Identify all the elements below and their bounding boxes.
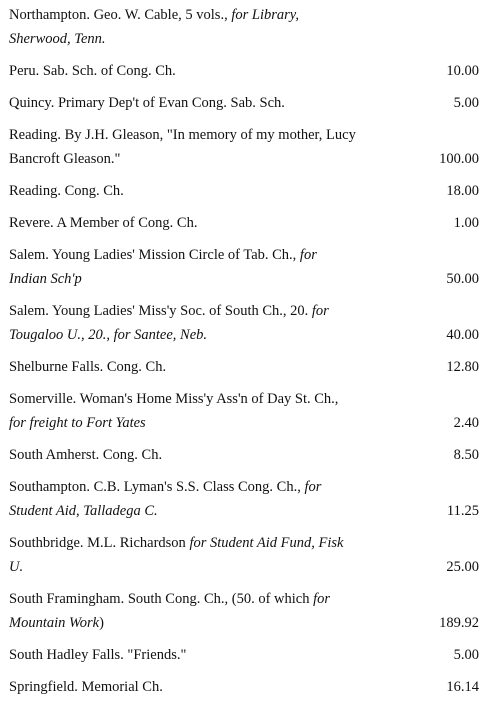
entry-italic-text: Indian Sch'p: [9, 271, 82, 287]
entry-description: [9, 123, 399, 171]
entry-description: [9, 179, 399, 203]
entry-text-segment: Salem. Young Ladies' Mission Circle of Tab. Ch.,: [9, 247, 300, 263]
entry-italic-text: for freight to Fort Yates: [9, 415, 146, 431]
donation-entry: [9, 475, 479, 523]
entry-description: [9, 243, 399, 291]
entry-description: [9, 475, 399, 523]
entry-amount: 40.00: [446, 327, 479, 343]
entry-italic-text: Mountain Work: [9, 615, 100, 631]
entry-text-segment: Peru. Sab. Sch. of Cong. Ch.: [9, 63, 176, 79]
entry-text-segment: Shelburne Falls. Cong. Ch.: [9, 359, 167, 375]
entry-amount: 5.00: [453, 647, 479, 663]
entry-description: [9, 299, 399, 347]
donation-entry: [9, 59, 479, 83]
entry-description: [9, 91, 399, 115]
entry-text-segment: South Amherst. Cong. Ch.: [9, 447, 163, 463]
entry-italic-text: Student Aid, Talladega C.: [9, 503, 158, 519]
entry-italic-text: for: [299, 247, 317, 263]
donation-entry: [9, 387, 479, 435]
entry-amount: 12.80: [446, 359, 479, 375]
entry-description: [9, 643, 399, 667]
entry-description: [9, 355, 399, 379]
donation-entry: [9, 211, 479, 235]
entry-amount: 16.14: [446, 679, 479, 695]
entry-amount: 11.25: [446, 503, 479, 519]
entry-italic-text: U.: [9, 559, 24, 575]
entry-text-segment: Somerville. Woman's Home Miss'y Ass'n of Day St. Ch.,: [9, 391, 339, 407]
entry-description: [9, 587, 399, 635]
entry-amount: 18.00: [446, 183, 479, 199]
entry-amount: 5.00: [453, 95, 479, 111]
entry-italic-text: for Student Aid Fund, Fisk: [189, 535, 344, 551]
donation-entry: [9, 243, 479, 291]
entry-text-segment: South Hadley Falls. "Friends.": [9, 647, 187, 663]
entry-text-segment: Revere. A Member of Cong. Ch.: [9, 215, 198, 231]
donation-entry: [9, 299, 479, 347]
entry-amount: 8.50: [453, 447, 479, 463]
donation-entry: [9, 675, 479, 699]
donation-entry: [9, 123, 479, 171]
entry-italic-text: for: [304, 479, 322, 495]
donation-entry: [9, 643, 479, 667]
entry-text-segment: Reading. Cong. Ch.: [9, 183, 124, 199]
entry-amount: 10.00: [446, 63, 479, 79]
entry-italic-text: Tougaloo U., 20., for Santee, Neb.: [9, 327, 208, 343]
entry-description: [9, 443, 399, 467]
donation-entry: [9, 91, 479, 115]
entry-text-segment: ): [99, 615, 104, 631]
entry-text-segment: Southbridge. M.L. Richardson: [9, 535, 190, 551]
donation-entry: [9, 179, 479, 203]
entry-description: [9, 3, 399, 51]
entry-text-segment: Northampton. Geo. W. Cable, 5 vols.,: [9, 7, 232, 23]
donation-entry: [9, 587, 479, 635]
donation-entry: [9, 531, 479, 579]
donation-entry: [9, 443, 479, 467]
entry-description: [9, 387, 399, 435]
entry-text-segment: Southampton. C.B. Lyman's S.S. Class Cong. Ch.,: [9, 479, 305, 495]
entry-amount: 189.92: [439, 615, 479, 631]
entry-amount: 50.00: [446, 271, 479, 287]
entry-description: [9, 211, 399, 235]
entry-text-segment: Bancroft Gleason.": [9, 151, 121, 167]
entry-text-segment: Salem. Young Ladies' Miss'y Soc. of South Ch., 20.: [9, 303, 312, 319]
entry-italic-text: for: [313, 591, 331, 607]
entry-text-segment: Springfield. Memorial Ch.: [9, 679, 163, 695]
entry-text-segment: Quincy. Primary Dep't of Evan Cong. Sab. Sch.: [9, 95, 285, 111]
entry-amount: 2.40: [453, 415, 479, 431]
entry-amount: 1.00: [453, 215, 479, 231]
entry-italic-text: for Library,: [231, 7, 300, 23]
donation-entry: [9, 355, 479, 379]
entry-italic-text: for: [311, 303, 329, 319]
entry-italic-text: Sherwood, Tenn.: [9, 31, 106, 47]
entry-description: [9, 531, 399, 579]
donation-entry: [9, 3, 479, 51]
entry-text-segment: Reading. By J.H. Gleason, "In memory of my mother, Lucy: [9, 127, 356, 143]
entry-description: [9, 59, 399, 83]
entry-description: [9, 675, 399, 699]
entry-text-segment: South Framingham. South Cong. Ch., (50. of which: [9, 591, 314, 607]
entry-amount: 100.00: [439, 151, 479, 167]
entry-amount: 25.00: [446, 559, 479, 575]
